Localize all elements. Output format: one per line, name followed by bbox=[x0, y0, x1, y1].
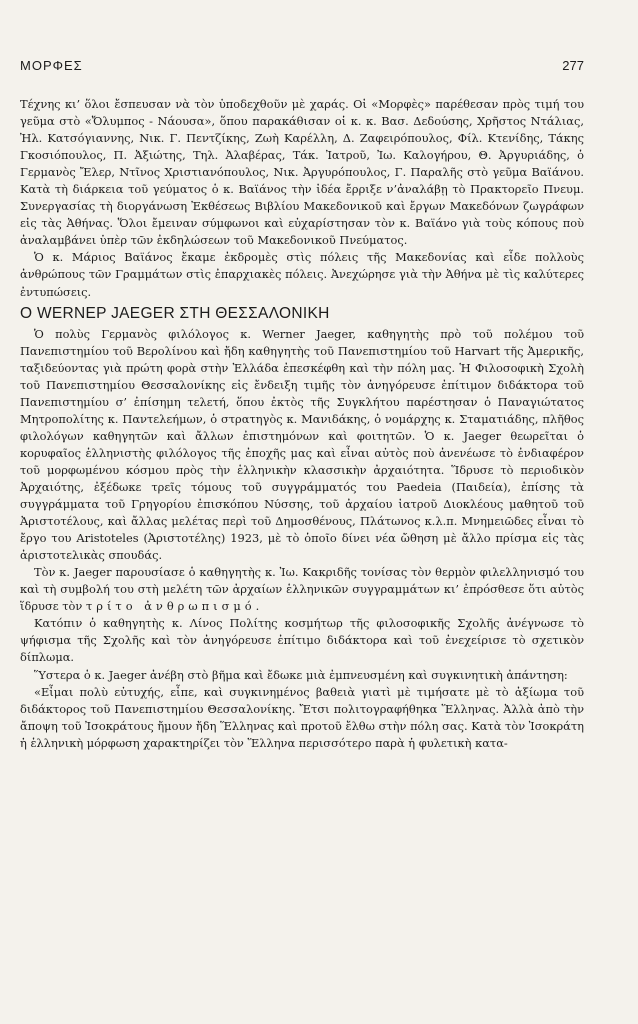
paragraph: Τέχνης κι’ ὅλοι ἔσπευσαν νὰ τὸν ὑποδεχθοῦν μὲ χαράς. Οἱ «Μορφὲς» παρέθεσαν πρὸς τιμή του γεῦμα στὸ «Ὄλυμπος - Νάουσα», ὅπου παρακάθισαν οἱ κ. κ. Βασ. Δεδούσης, Χρῆστος Ντάλιας, Ἠλ. Κατσόγιαννης, Νικ. Γ. Πεντζίκης, Ζωὴ Καρέλλη, Δ. Ζαφειρόπουλος, Φίλ. Κτενίδης, Τάκης Γκοσιόπουλος, Π. Ἀξιώτης, Τηλ. Ἀλαβέρας, Τάκ. Ἰατροῦ, Ἰω. Καλογήρου, Θ. Ἀργυριάδης, ὁ Γερμανὸς Ἔλερ, Ντῖνος Χριστιανόπουλος, Νικ. Ἀργυρόπουλος, Γ. Παραλῆς στὸ γεῦμα Βαϊάνου. Κατὰ τὴ διάρκεια τοῦ γεύματος ὁ κ. Βαϊάνος τὴν ἰδέα ἔρριξε ν’ἀναλάβῃ τὸ Πρακτορεῖο Πνευμ. Συνεργασίας τὴ διοργάνωση Ἐκθέσεως Βιβλίου Μακεδονικοῦ καὶ ἔργων Μακεδόνων ζωγράφων εἰς τὰς Ἀθήνας. Ὅλοι ἔμειναν σύμφωνοι καὶ εὐχαρίστησαν τὸν κ. Βαϊάνο γιὰ τοὺς κόπους ποὺ ἀναλαμβάνει ὑπὲρ τῶν ἐκδηλώσεων τοῦ Μακεδονικοῦ Πνεύματος. bbox=[20, 97, 584, 248]
paragraph: Ὁ πολὺς Γερμανὸς φιλόλογος κ. Werner Jaeger, καθηγητὴς πρὸ τοῦ πολέμου τοῦ Πανεπιστημίου τοῦ Βερολίνου καὶ ἤδη καθηγητὴς τοῦ Πανεπιστημίου τοῦ Harvart τῆς Ἀμερικῆς, ταξιδεύοντας γιὰ πρώτη φορὰ στὴν Ἑλλάδα ἐπεσκέφθη καὶ τὴν πόλη μας. Ἡ Φιλοσοφικὴ Σχολὴ τοῦ Πανεπιστημίου Θεσσαλονίκης εἰς ἔνδειξη τιμῆς τὸν ἀνηγόρευσε ἐπίτιμον διδάκτορα τοῦ Πανεπιστημίου σ’ ἐπίσημη τελετή, ὅπου ἐκτὸς τῆς Συγκλήτου παρέστησαν ὁ Παναγιώτατος Μητροπολίτης κ. Παντελεήμων, ὁ στρατηγὸς κ. Μανιδάκης, ὁ νομάρχης κ. Σταματιάδης, πλῆθος φιλολόγων καθηγητῶν καὶ ἄλλων ἐπιστημόνων καὶ φοιτητῶν. Ὁ κ. Jaeger θεωρεῖται ὁ κορυφαῖος ἑλληνιστὴς φιλόλογος τῆς ἐποχῆς μας καὶ εἶναι αὐτὸς ποὺ ἀνενέωσε τὸ ἐνδιαφέρον τοῦ μορφωμένου κόσμου πρὸς τὴν ἑλληνικὴν κλασσικὴν ἀρχαιότητα. Ἵδρυσε τὸ περιοδικὸν Ἀρχαιότης, ἐξέδωκε τρεῖς τόμους τοῦ συγγράμματός του Paedeia (Παιδεία), ἐπίσης τὰ συγγράμματα τοῦ Γρηγορίου ἐπισκόπου Νύσσης, τοῦ ἀρχαίου ἰατροῦ Διοκλέους μαθητοῦ τοῦ Ἀριστοτέλους, καὶ ἄλλας μελέτας περὶ τοῦ Δημοσθένους, Πλάτωνος κ.λ.π. Μνημειῶδες εἶναι τὸ ἔργο του Aristoteles (Ἀριστοτέλης) 1923, μὲ τὸ ὁποῖο δίνει νέα ὤθηση μὲ ἄλλο πρίσμα εἰς τὰς ἀριστοτελικὰς σπουδάς. bbox=[20, 326, 584, 563]
section-heading: Ο WERNEP JAEGER ΣΤΗ ΘΕΣΣΑΛΟΝΙΚΗ bbox=[20, 304, 330, 322]
paragraph: Κατόπιν ὁ καθηγητὴς κ. Λίνος Πολίτης κοσμήτωρ τῆς φιλοσοφικῆς Σχολῆς ἀνέγνωσε τὸ ψήφισμα τῆς Σχολῆς καὶ τὸν ἀνηγόρευσε ἐπίτιμο διδάκτορα καὶ τοῦ ἐνεχείρισε τὸ σχετικὸν δίπλωμα. bbox=[20, 616, 584, 665]
running-title: ΜΟΡΦΕΣ bbox=[20, 58, 83, 73]
article-body bbox=[20, 96, 584, 752]
spaced-emphasis: τρίτο ἀνθρωπισμό bbox=[85, 599, 256, 614]
sentence-end: . bbox=[255, 599, 260, 614]
page-header bbox=[20, 58, 584, 96]
paragraph: Ὕστερα ὁ κ. Jaeger ἀνέβη στὸ βῆμα καὶ ἔδωκε μιὰ ἐμπνευσμένη καὶ συγκινητικὴ ἀπάντηση: bbox=[34, 667, 568, 682]
paragraph-text: Τὸν κ. Jaeger παρουσίασε ὁ καθηγητὴς κ. Ἰω. Κακριδῆς τονίσας τὸν θερμὸν φιλελληνισμό του καὶ τὴ συμβολή του στὴ μελέτη τῶν ἀρχαίων ἑλληνικῶν συγγραμμάτων κι’ ἐπρόσθεσε ὅτι αὐτὸς ἵδρυσε τὸν bbox=[20, 565, 584, 614]
page-number: 277 bbox=[562, 58, 584, 73]
paragraph: «Εἶμαι πολὺ εὐτυχής, εἶπε, καὶ συγκινημένος βαθειὰ γιατὶ μὲ τιμήσατε μὲ τὸ ἀξίωμα τοῦ διδάκτορος τοῦ Πανεπιστημίου Θεσσαλονίκης. Ἔτσι πολιτογραφήθηκα Ἕλληνας. Ἀλλὰ ἀπὸ τὴν ἄποψη τοῦ Ἰσοκράτους ἤμουν ἤδη Ἕλληνας καὶ προτοῦ ἔλθω στὴν πόλη σας. Κατὰ τὸν Ἰσοκράτη ἡ ἑλληνικὴ μόρφωση χαρακτηρίζει τὸν Ἕλληνα περισσότερο παρὰ ἡ φυλετικὴ κατα- bbox=[20, 684, 584, 750]
paragraph bbox=[20, 564, 584, 615]
paragraph: Ὁ κ. Μάριος Βαϊάνος ἔκαμε ἐκδρομὲς στὶς πόλεις τῆς Μακεδονίας καὶ εἶδε πολλοὺς ἀνθρώπους τῶν Γραμμάτων στὶς ἐπαρχιακὲς πόλεις. Ἀνεχώρησε γιὰ τὴν Ἀθήνα μὲ τὶς καλύτερες ἐντυπώσεις. bbox=[20, 250, 584, 299]
